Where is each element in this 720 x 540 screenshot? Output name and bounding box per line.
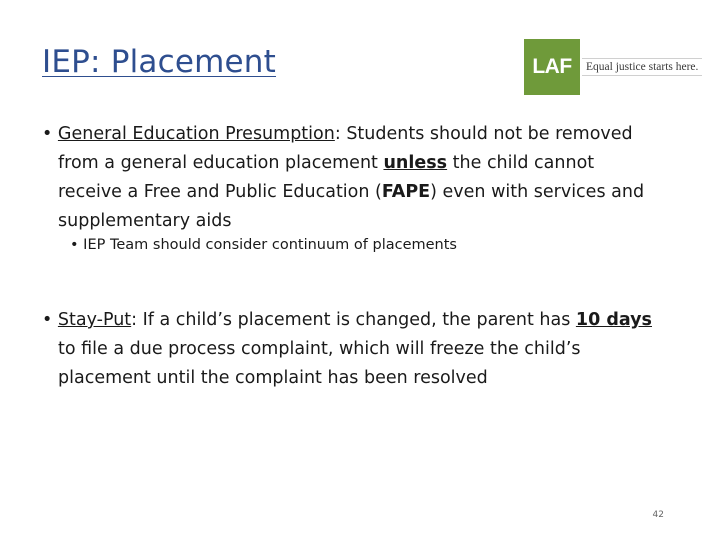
laf-logo <box>524 39 702 95</box>
bullet-text: Students should not be removed from a general education placement <box>58 124 633 173</box>
logo-tagline: Equal justice starts here. <box>582 58 702 76</box>
bullet-marker: • <box>42 124 53 144</box>
emphasis-unless: unless <box>383 153 448 173</box>
bullet-text: to file a due process complaint, which will freeze the child’s placement until the complaint has been resolved <box>58 339 581 388</box>
emphasis-10-days: 10 days <box>575 310 652 330</box>
acronym-fape: FAPE <box>381 182 431 202</box>
logo-mark <box>524 39 580 95</box>
term-stay-put: Stay-Put <box>57 310 132 330</box>
sub-bullet-continuum <box>70 234 643 256</box>
bullet-stay-put <box>42 306 658 393</box>
term-general-education-presumption: General Education Presumption <box>57 124 335 144</box>
term-colon: : <box>131 310 138 330</box>
bullet-text: If a child’s placement is changed, the parent has <box>137 310 576 330</box>
slide-title: IEP: Placement <box>42 44 277 80</box>
sub-bullet-marker: • <box>70 237 79 253</box>
logo-letters: LAF <box>532 55 572 78</box>
bullet-text: ) even with services and supplementary aids <box>58 182 645 231</box>
term-colon: : <box>334 124 341 144</box>
bullet-text: the child cannot receive a Free and Public Education ( <box>58 153 595 202</box>
bullet-marker: • <box>42 310 53 330</box>
bullet-general-education-presumption <box>42 120 658 236</box>
sub-bullet-text: IEP Team should consider continuum of placements <box>83 237 457 253</box>
page-number: 42 <box>652 510 664 520</box>
